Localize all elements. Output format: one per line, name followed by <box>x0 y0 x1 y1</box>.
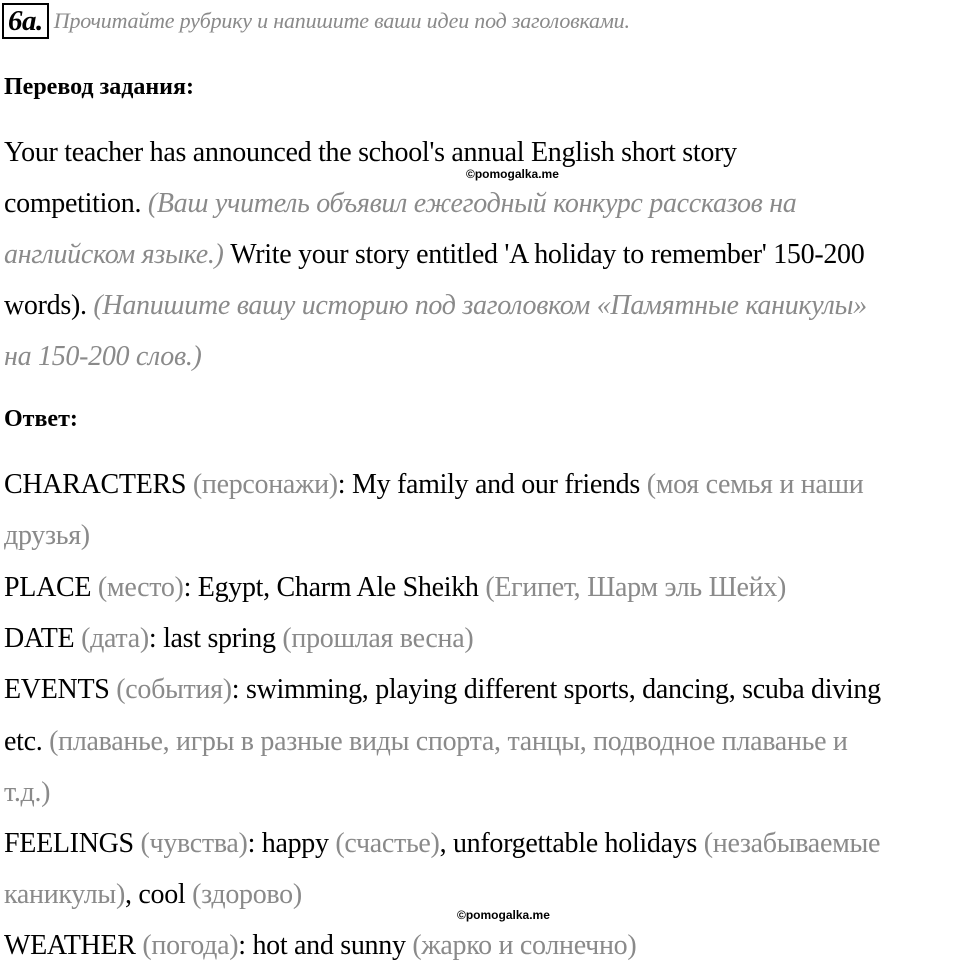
answer-label-ru: (чувства) <box>140 828 248 859</box>
colon-separator: : <box>183 572 198 603</box>
answer-events <box>4 664 881 715</box>
answer-value: happy <box>261 828 329 859</box>
translation-line-1 <box>4 127 737 178</box>
answer-feelings <box>4 818 880 869</box>
answer-events-cont-2 <box>4 767 50 818</box>
answer-label-ru: (погода) <box>142 930 239 961</box>
answer-label: FEELINGS <box>4 828 134 859</box>
task-number-badge: 6a. <box>2 3 49 39</box>
translation-line-4 <box>4 280 867 331</box>
colon-separator: : <box>231 674 246 705</box>
answer-value-ru: (здорово) <box>192 879 302 910</box>
answer-events-cont <box>4 716 848 767</box>
colon-separator: : <box>238 930 253 961</box>
colon-separator: : <box>148 623 164 654</box>
answer-label-ru: (дата) <box>81 623 149 654</box>
answer-value: last spring <box>163 623 276 654</box>
answer-value: Egypt, Charm Ale Sheikh <box>197 572 479 603</box>
task-header <box>2 2 630 40</box>
answer-date <box>4 613 473 664</box>
answer-value-ru: (моя семья и наши <box>646 469 864 500</box>
answer-value-ru: (прошлая весна) <box>282 623 474 654</box>
answer-value-ru: т.д.) <box>4 777 51 808</box>
answer-value-ru: (незабываемые <box>703 828 881 859</box>
translation-text-en: Your teacher has announced the school's annual English short story <box>4 137 737 168</box>
translation-heading: Перевод задания: <box>4 74 194 100</box>
answer-value: My family and our friends <box>351 469 640 500</box>
answer-value-ru: (Египет, Шарм эль Шейх) <box>485 572 787 603</box>
translation-text-ru: (Напишите вашу историю под заголовком «Памятные каникулы» <box>93 290 867 321</box>
answer-value-ru: (плаванье, игры в разные виды спорта, танцы, подводное плаванье и <box>49 726 848 757</box>
answer-characters <box>4 459 863 510</box>
answer-label-ru: (события) <box>116 674 232 705</box>
translation-text-ru: на 150-200 слов.) <box>4 341 202 372</box>
answer-weather <box>4 920 636 971</box>
translation-line-2 <box>4 178 797 229</box>
answer-value: hot and sunny <box>252 930 406 961</box>
answer-value: etc. <box>4 726 43 757</box>
colon-separator: : <box>247 828 262 859</box>
translation-text-en: competition. <box>4 188 142 219</box>
answer-value: unforgettable holidays <box>452 828 698 859</box>
task-instruction: Прочитайте рубрику и напишите ваши идеи под заголовками. <box>53 8 630 33</box>
answer-label: DATE <box>4 623 75 654</box>
translation-text-ru: английском языке.) <box>4 239 224 270</box>
colon-separator: : <box>337 469 352 500</box>
answer-value: swimming, playing different sports, dancing, scuba diving <box>245 674 881 705</box>
watermark-top: ©pomogalka.me <box>466 167 559 181</box>
answer-label-ru: (место) <box>97 572 184 603</box>
answer-value-ru: (жарко и солнечно) <box>412 930 637 961</box>
answer-label: CHARACTERS <box>4 469 187 500</box>
comma-separator: , <box>124 879 139 910</box>
answer-heading: Ответ: <box>4 406 78 432</box>
translation-line-3 <box>4 229 864 280</box>
translation-text-en: Write your story entitled 'A holiday to remember' 150-200 <box>230 239 865 270</box>
watermark-bottom: ©pomogalka.me <box>457 908 550 922</box>
comma-separator: , <box>439 828 453 859</box>
answer-label: WEATHER <box>4 930 136 961</box>
answer-value-ru: (счастье) <box>335 828 440 859</box>
answer-characters-cont <box>4 510 90 561</box>
answer-value: cool <box>138 879 186 910</box>
answer-label-ru: (персонажи) <box>192 469 338 500</box>
answer-value-ru: каникулы) <box>4 879 125 910</box>
answer-label: PLACE <box>4 572 92 603</box>
answer-place <box>4 562 786 613</box>
translation-text-ru: (Ваш учитель объявил ежегодный конкурс рассказов на <box>147 188 797 219</box>
answer-feelings-cont <box>4 869 302 920</box>
answer-value-ru: друзья) <box>4 520 90 551</box>
answer-label: EVENTS <box>4 674 110 705</box>
translation-line-5 <box>4 331 202 382</box>
translation-text-en: words). <box>4 290 87 321</box>
